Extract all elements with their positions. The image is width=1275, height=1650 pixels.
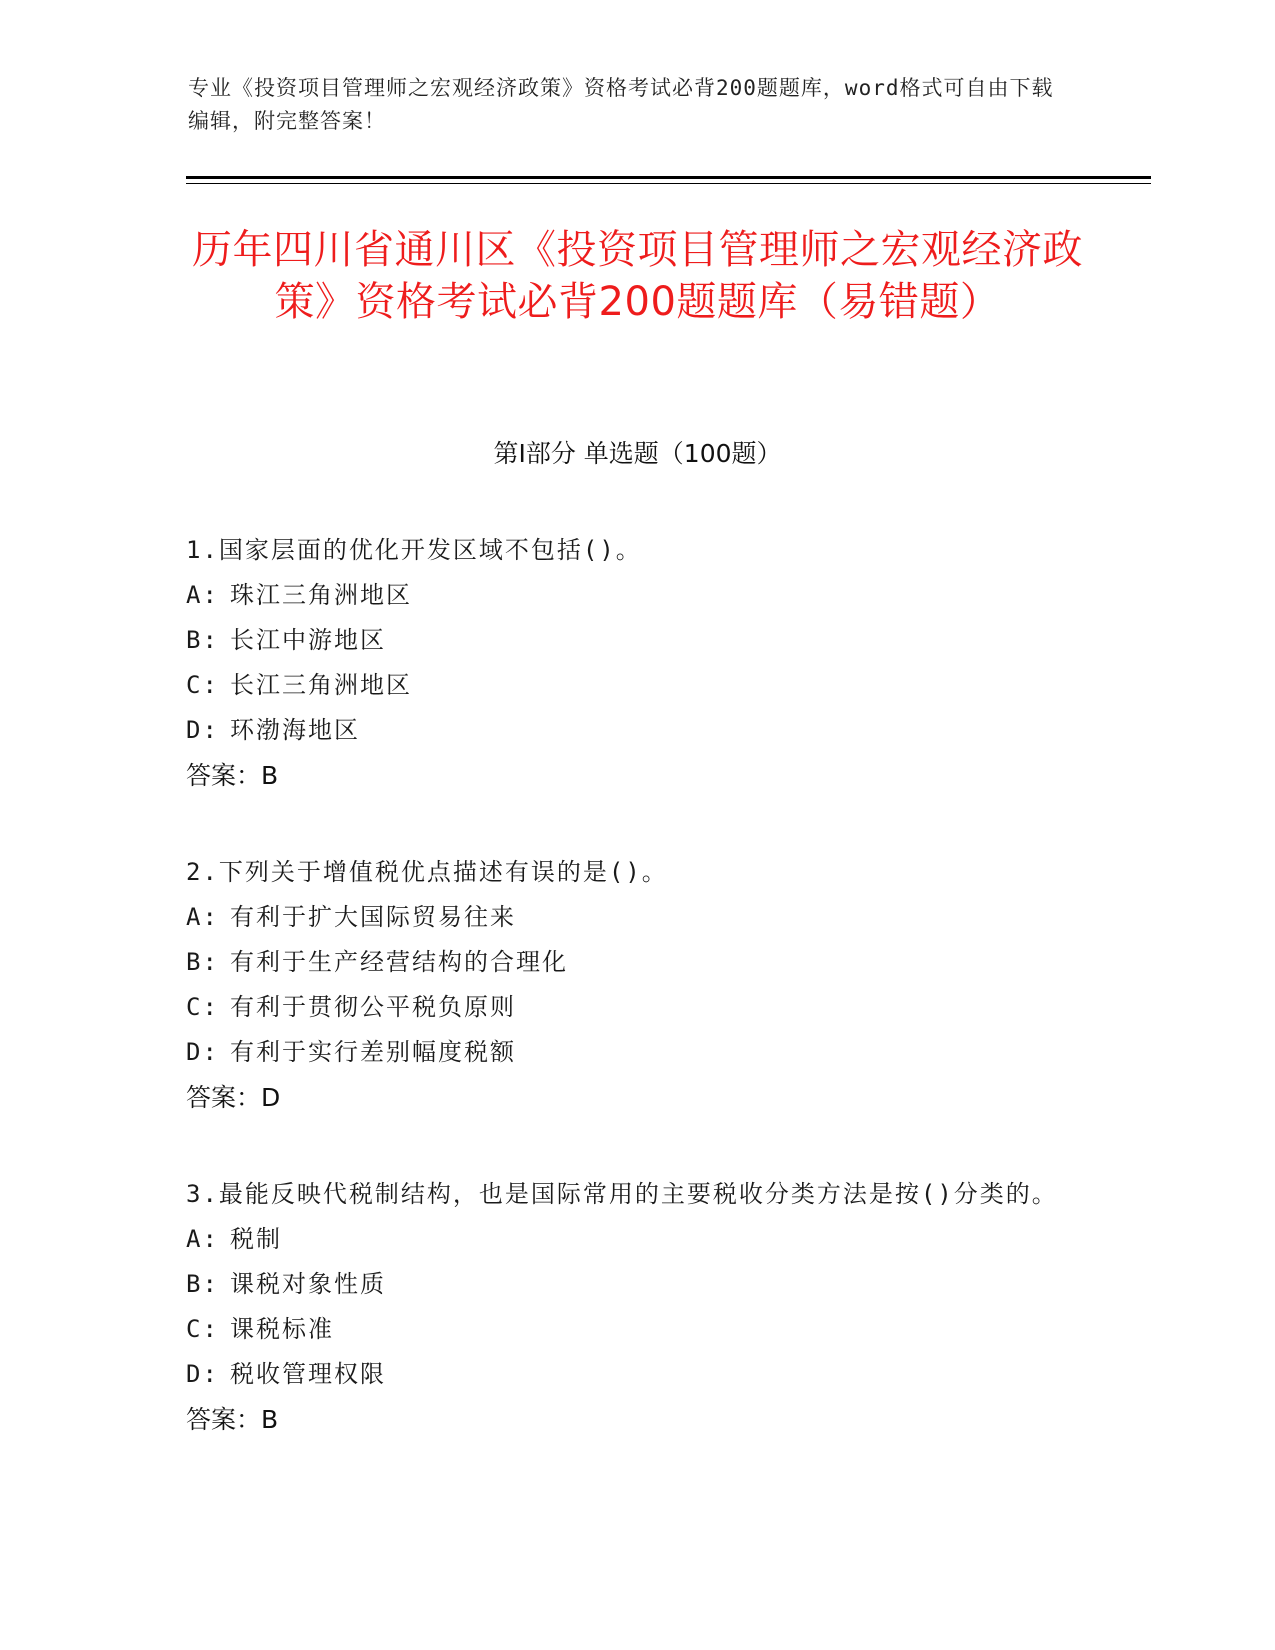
option-text: 有利于生产经营结构的合理化 — [230, 948, 568, 976]
option-a — [186, 573, 1066, 618]
option-a — [186, 1217, 1066, 1262]
option-d — [186, 1030, 1066, 1075]
option-letter: B: — [186, 948, 219, 976]
header-rule-thin — [186, 183, 1151, 184]
question-stem: 2.下列关于增值税优点描述有误的是()。 — [186, 858, 668, 886]
option-text: 长江三角洲地区 — [230, 671, 412, 699]
question-stem: 1.国家层面的优化开发区域不包括()。 — [186, 536, 642, 564]
option-text: 环渤海地区 — [230, 716, 360, 744]
option-text: 课税标准 — [230, 1315, 334, 1343]
option-letter: D: — [186, 1038, 219, 1066]
option-letter: A: — [186, 1225, 219, 1253]
option-text: 有利于实行差别幅度税额 — [230, 1038, 516, 1066]
header-note: 专业《投资项目管理师之宏观经济政策》资格考试必背200题题库，word格式可自由下载编辑，附完整答案！ — [188, 76, 1054, 133]
answer-line: 答案：B — [186, 761, 279, 790]
option-letter: A: — [186, 581, 219, 609]
option-letter: C: — [186, 671, 219, 699]
section-heading: 第Ⅰ部分 单选题（100题） — [493, 439, 782, 468]
option-text: 长江中游地区 — [230, 626, 386, 654]
question-item — [186, 850, 1066, 1120]
option-letter: D: — [186, 716, 219, 744]
option-c — [186, 1307, 1066, 1352]
option-letter: C: — [186, 1315, 219, 1343]
answer-line: 答案：B — [186, 1405, 279, 1434]
option-d — [186, 708, 1066, 753]
option-letter: B: — [186, 1270, 219, 1298]
question-stem: 3.最能反映代税制结构，也是国际常用的主要税收分类方法是按()分类的。 — [186, 1180, 1058, 1208]
option-d — [186, 1352, 1066, 1397]
option-text: 有利于贯彻公平税负原则 — [230, 993, 516, 1021]
option-c — [186, 663, 1066, 708]
document-title: 历年四川省通川区《投资项目管理师之宏观经济政策》资格考试必背200题题库（易错题） — [192, 227, 1083, 325]
option-text: 税制 — [230, 1225, 282, 1253]
answer-line: 答案：D — [186, 1083, 281, 1112]
option-text: 税收管理权限 — [230, 1360, 386, 1388]
question-list — [186, 528, 1066, 1494]
option-text: 课税对象性质 — [230, 1270, 386, 1298]
option-c — [186, 985, 1066, 1030]
option-letter: C: — [186, 993, 219, 1021]
option-a — [186, 895, 1066, 940]
option-letter: B: — [186, 626, 219, 654]
option-letter: D: — [186, 1360, 219, 1388]
option-letter: A: — [186, 903, 219, 931]
option-b — [186, 1262, 1066, 1307]
question-item — [186, 528, 1066, 798]
option-b — [186, 940, 1066, 985]
option-text: 珠江三角洲地区 — [230, 581, 412, 609]
header-rule-thick — [186, 176, 1151, 179]
option-b — [186, 618, 1066, 663]
option-text: 有利于扩大国际贸易往来 — [230, 903, 516, 931]
question-item — [186, 1172, 1066, 1442]
